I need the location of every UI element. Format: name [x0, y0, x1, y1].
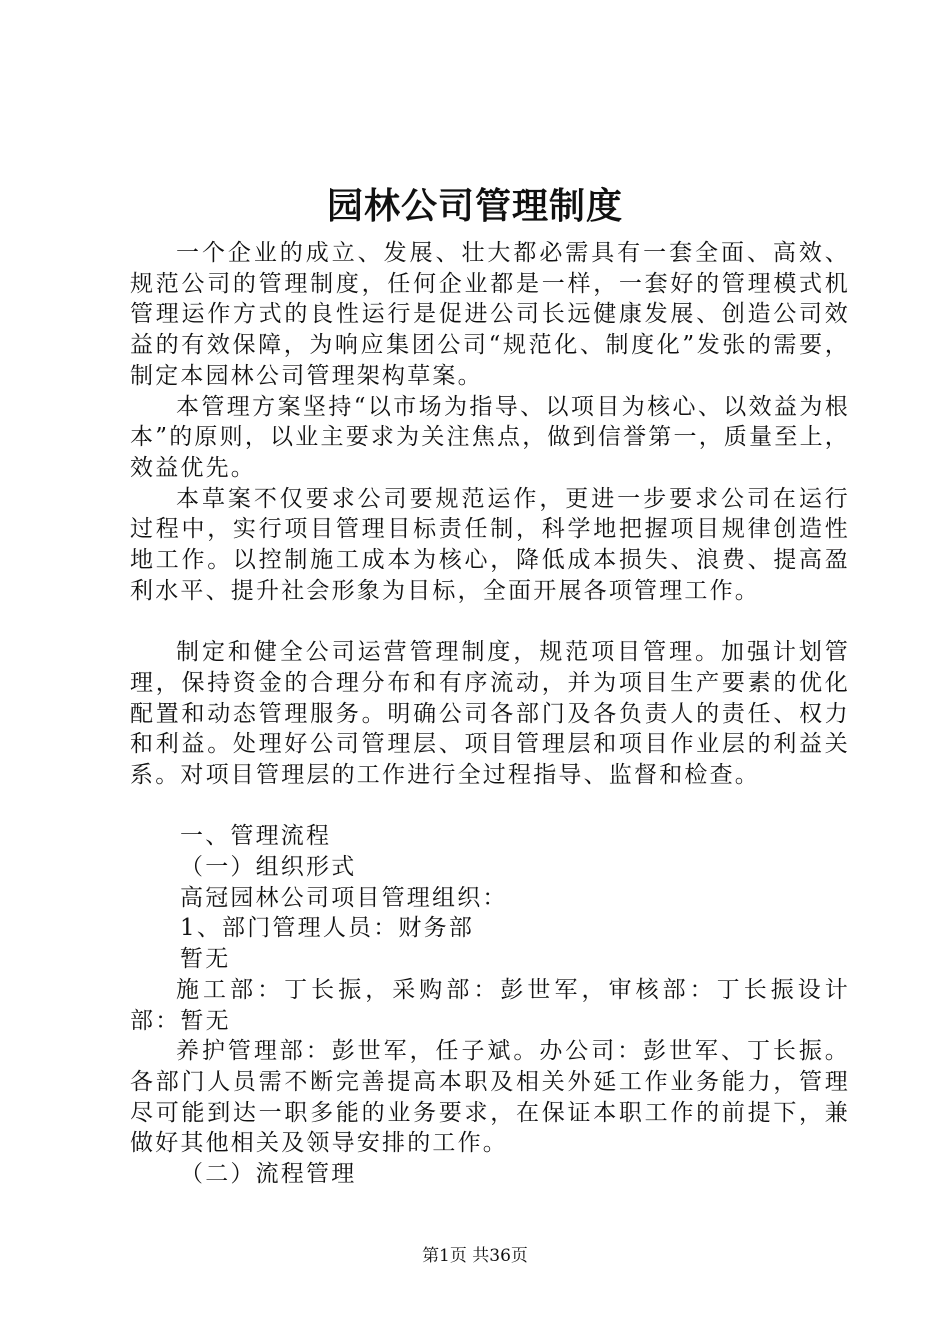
draft-paragraph: 本草案不仅要求公司要规范运作，更进一步要求公司在运行过程中，实行项目管理目标责任制，科学地把握项目规律创造性地工作。以控制施工成本为核心，降低成本损失、浪费、提高盈利水平、提升社会形象为目标，全面开展各项管理工作。	[130, 485, 850, 604]
principle-paragraph: 本管理方案坚持“以市场为指导、以项目为核心、以效益为根本”的原则，以业主要求为关注焦点，做到信誉第一，质量至上，效益优先。	[130, 393, 850, 481]
org-title: 高冠园林公司项目管理组织：	[180, 884, 508, 911]
paragraph-gap	[130, 791, 850, 822]
subsection-heading: （一）组织形式	[180, 854, 357, 881]
list-item: 1、部门管理人员：财务部	[180, 915, 475, 942]
subsection-heading: （二）流程管理	[180, 1161, 357, 1188]
maintenance-paragraph: 养护管理部：彭世军，任子斌。办公司：彭世军、丁长振。各部门人员需不断完善提高本职及相关外延工作业务能力，管理尽可能到达一职多能的业务要求，在保证本职工作的前提下，兼做好其他相关及领导安排的工作。	[130, 1038, 850, 1157]
list-item-value: 暂无	[180, 946, 231, 973]
departments-line: 施工部：丁长振，采购部：彭世军，审核部：丁长振设计部：暂无	[130, 976, 850, 1034]
section-heading: 一、管理流程	[180, 823, 332, 850]
page-footer: 第1页 共36页	[422, 1246, 528, 1266]
system-paragraph: 制定和健全公司运营管理制度，规范项目管理。加强计划管理，保持资金的合理分布和有序流动，并为项目生产要素的优化配置和动态管理服务。明确公司各部门及各负责人的责任、权力和利益。处理好公司管理层、项目管理层和项目作业层的利益关系。对项目管理层的工作进行全过程指导、监督和检查。	[130, 639, 850, 788]
paragraph-gap	[130, 606, 850, 637]
document-title: 园林公司管理制度	[326, 185, 623, 227]
intro-paragraph: 一个企业的成立、发展、壮大都必需具有一套全面、高效、规范公司的管理制度，任何企业都是一样，一套好的管理模式机管理运作方式的良性运行是促进公司长远健康发展、创造公司效益的有效保障，为响应集团公司“规范化、制度化”发张的需要，制定本园林公司管理架构草案。	[130, 240, 850, 389]
document-body	[130, 238, 850, 1190]
